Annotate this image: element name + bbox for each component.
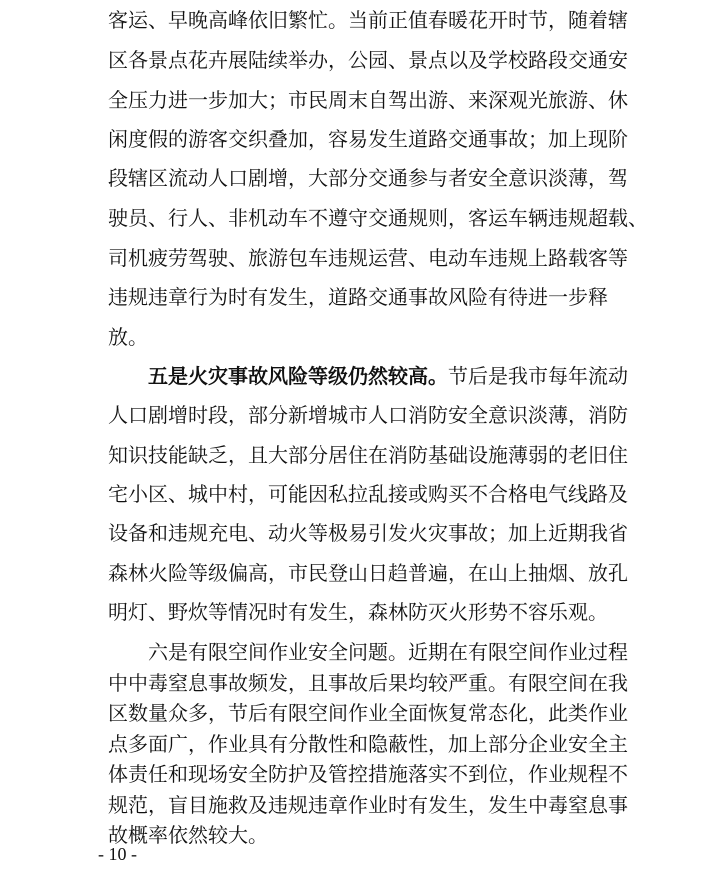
- text-line: 中中毒窒息事故频发，且事故后果均较严重。有限空间在我: [108, 671, 628, 695]
- text-line: 放。: [108, 325, 148, 349]
- text-line: 驶员、行人、非机动车不遵守交通规则，客运车辆违规超载、: [108, 206, 648, 230]
- text-line: 规范，盲目施救及违规违章作业时有发生，发生中毒窒息事: [108, 793, 628, 817]
- text-line: 区数量众多，节后有限空间作业全面恢复常态化，此类作业: [108, 701, 628, 725]
- paragraph-five-first-line: [148, 364, 628, 388]
- text-line: 区各景点花卉展陆续举办，公园、景点以及学校路段交通安: [108, 48, 628, 72]
- text-line: 人口剧增时段，部分新增城市人口消防安全意识淡薄，消防: [108, 403, 628, 427]
- text-line: 段辖区流动人口剧增，大部分交通参与者安全意识淡薄，驾: [108, 166, 628, 190]
- text-line: 设备和违规充电、动火等极易引发火灾事故；加上近期我省: [108, 521, 628, 545]
- text-line: 点多面广，作业具有分散性和隐蔽性，加上部分企业安全主: [108, 732, 628, 756]
- text-line: 明灯、野炊等情况时有发生，森林防灭火形势不容乐观。: [108, 600, 608, 624]
- text-line: 全压力进一步加大；市民周末自驾出游、来深观光旅游、休: [108, 88, 628, 112]
- text-line: 故概率依然较大。: [108, 823, 268, 847]
- paragraph-six-first-line-text: 近期在有限空间作业过程: [408, 640, 628, 664]
- paragraph-five-heading: 五是火灾事故风险等级仍然较高。: [148, 364, 448, 388]
- text-line: 违规违章行为时有发生，道路交通事故风险有待进一步释: [108, 285, 608, 309]
- text-line: 客运、早晚高峰依旧繁忙。当前正值春暖花开时节，随着辖: [108, 8, 628, 32]
- text-line: 闲度假的游客交织叠加，容易发生道路交通事故；加上现阶: [108, 127, 628, 151]
- text-line: 知识技能缺乏，且大部分居住在消防基础设施薄弱的老旧住: [108, 443, 628, 467]
- text-line: 宅小区、城中村，可能因私拉乱接或购买不合格电气线路及: [108, 482, 628, 506]
- text-line: 森林火险等级偏高，市民登山日趋普遍，在山上抽烟、放孔: [108, 561, 628, 585]
- text-line: 体责任和现场安全防护及管控措施落实不到位，作业规程不: [108, 762, 628, 786]
- text-line: 司机疲劳驾驶、旅游包车违规运营、电动车违规上路载客等: [108, 246, 628, 270]
- paragraph-five-first-line-text: 节后是我市每年流动: [448, 364, 628, 388]
- page-number: - 10 -: [98, 844, 137, 864]
- paragraph-six-first-line: [148, 640, 628, 664]
- paragraph-six-heading: 六是有限空间作业安全问题。: [148, 640, 408, 664]
